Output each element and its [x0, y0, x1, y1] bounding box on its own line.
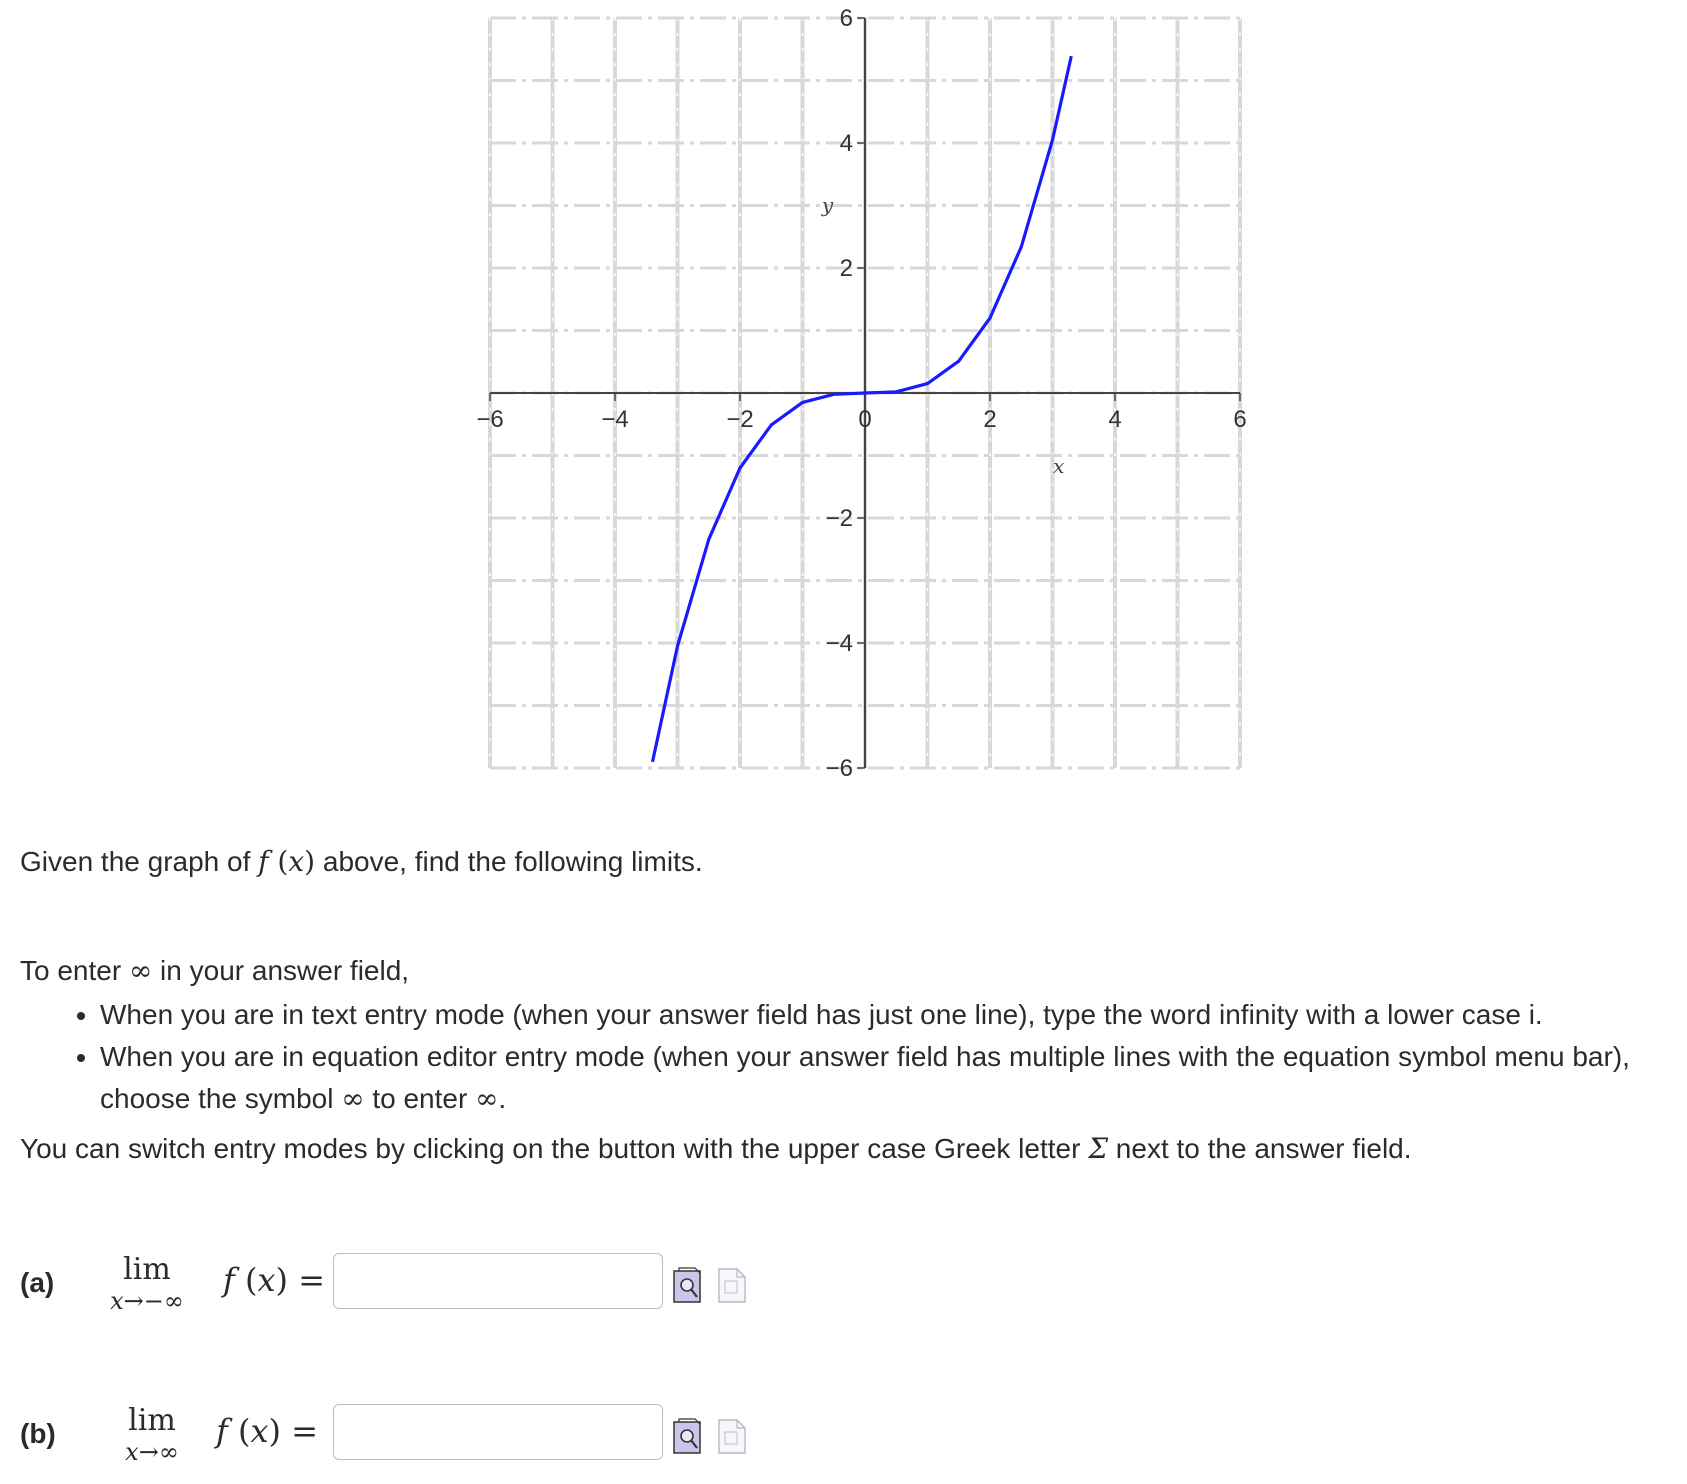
lim-subscript — [72, 1287, 222, 1315]
y-tick-label: −4 — [825, 630, 853, 657]
intro-text — [20, 845, 703, 878]
intro-func: f — [258, 845, 269, 878]
fx-close: ) = — [268, 1412, 319, 1450]
line1-before: To enter — [20, 955, 129, 986]
preview-icon[interactable] — [673, 1267, 703, 1303]
infinity-symbol: ∞ — [128, 954, 153, 987]
y-tick-label: 2 — [839, 255, 853, 282]
instructions-list — [20, 994, 1680, 1120]
answer-input-a[interactable] — [333, 1253, 663, 1309]
part-a-label: (a) — [20, 1267, 55, 1298]
fx-open: ( — [234, 1261, 258, 1299]
y-tick-label: −2 — [825, 505, 853, 532]
switch-after: next to the answer field. — [1108, 1133, 1412, 1164]
intro-open: ( — [268, 845, 289, 878]
intro-after: above, find the following limits. — [315, 846, 703, 877]
intro-close: ) — [304, 845, 316, 878]
fx-a — [223, 1261, 325, 1299]
sigma-symbol: Σ — [1088, 1132, 1109, 1165]
lim-target: −∞ — [143, 1287, 184, 1315]
lim-var: x — [125, 1438, 139, 1466]
fx-x: x — [257, 1261, 276, 1299]
graph-svg — [460, 0, 1260, 780]
fx-close: ) = — [275, 1261, 326, 1299]
lim-arrow: → — [138, 1438, 159, 1466]
y-tick-label: 6 — [839, 5, 853, 32]
y-tick-label: 4 — [839, 130, 853, 157]
bullet2-before: When you are in equation editor entry mode (when your answer field has multiple lines with the equation symbol menu bar), choose the symbol — [100, 1041, 1630, 1114]
preview-icon[interactable] — [673, 1418, 703, 1454]
lim-var: x — [110, 1287, 124, 1315]
instructions-switch-line — [20, 1126, 1680, 1172]
answer-input-b[interactable] — [333, 1404, 663, 1460]
page-icon[interactable] — [717, 1267, 747, 1303]
y-axis-label: y — [821, 192, 834, 217]
page-icon[interactable] — [717, 1418, 747, 1454]
fx-f: f — [216, 1412, 228, 1450]
x-tick-label: −6 — [476, 406, 504, 433]
y-tick-label: −6 — [825, 755, 853, 780]
x-tick-label: 4 — [1108, 406, 1122, 433]
x-tick-label: 0 — [858, 406, 872, 433]
lim-word: lim — [128, 1403, 176, 1438]
function-graph — [460, 0, 1260, 780]
fx-open: ( — [227, 1412, 251, 1450]
x-axis-label: x — [1053, 454, 1065, 478]
lim-target: ∞ — [158, 1438, 179, 1466]
lim-arrow: → — [123, 1287, 144, 1315]
switch-before: You can switch entry modes by clicking on the button with the upper case Greek letter — [20, 1133, 1089, 1164]
instructions — [20, 948, 1680, 1172]
lim-subscript — [92, 1438, 212, 1466]
lim-word: lim — [123, 1252, 171, 1287]
x-tick-label: −4 — [601, 406, 629, 433]
bullet2-mid: to enter — [364, 1083, 476, 1114]
line1-after: in your answer field, — [152, 955, 410, 986]
x-tick-label: 2 — [983, 406, 997, 433]
part-b — [20, 1404, 780, 1484]
bullet1-text: When you are in text entry mode (when your answer field has just one line), type the word infinity with a lower case i. — [100, 999, 1543, 1030]
limit-expression-b — [92, 1404, 212, 1466]
list-item — [100, 1036, 1680, 1120]
fx-b — [216, 1412, 318, 1450]
limit-expression-a — [72, 1253, 222, 1315]
list-item — [100, 994, 1680, 1036]
intro-before: Given the graph of — [20, 846, 259, 877]
fx-x: x — [250, 1412, 269, 1450]
infinity-symbol: ∞ — [475, 1082, 499, 1115]
bullet2-end: . — [498, 1083, 507, 1114]
fx-f: f — [223, 1261, 235, 1299]
intro-var: x — [288, 845, 305, 878]
x-tick-label: −2 — [726, 406, 754, 433]
part-b-label: (b) — [20, 1418, 56, 1449]
x-tick-label: 6 — [1233, 406, 1247, 433]
infinity-symbol: ∞ — [341, 1082, 365, 1115]
part-a — [20, 1253, 780, 1333]
instructions-line1 — [20, 948, 1680, 994]
